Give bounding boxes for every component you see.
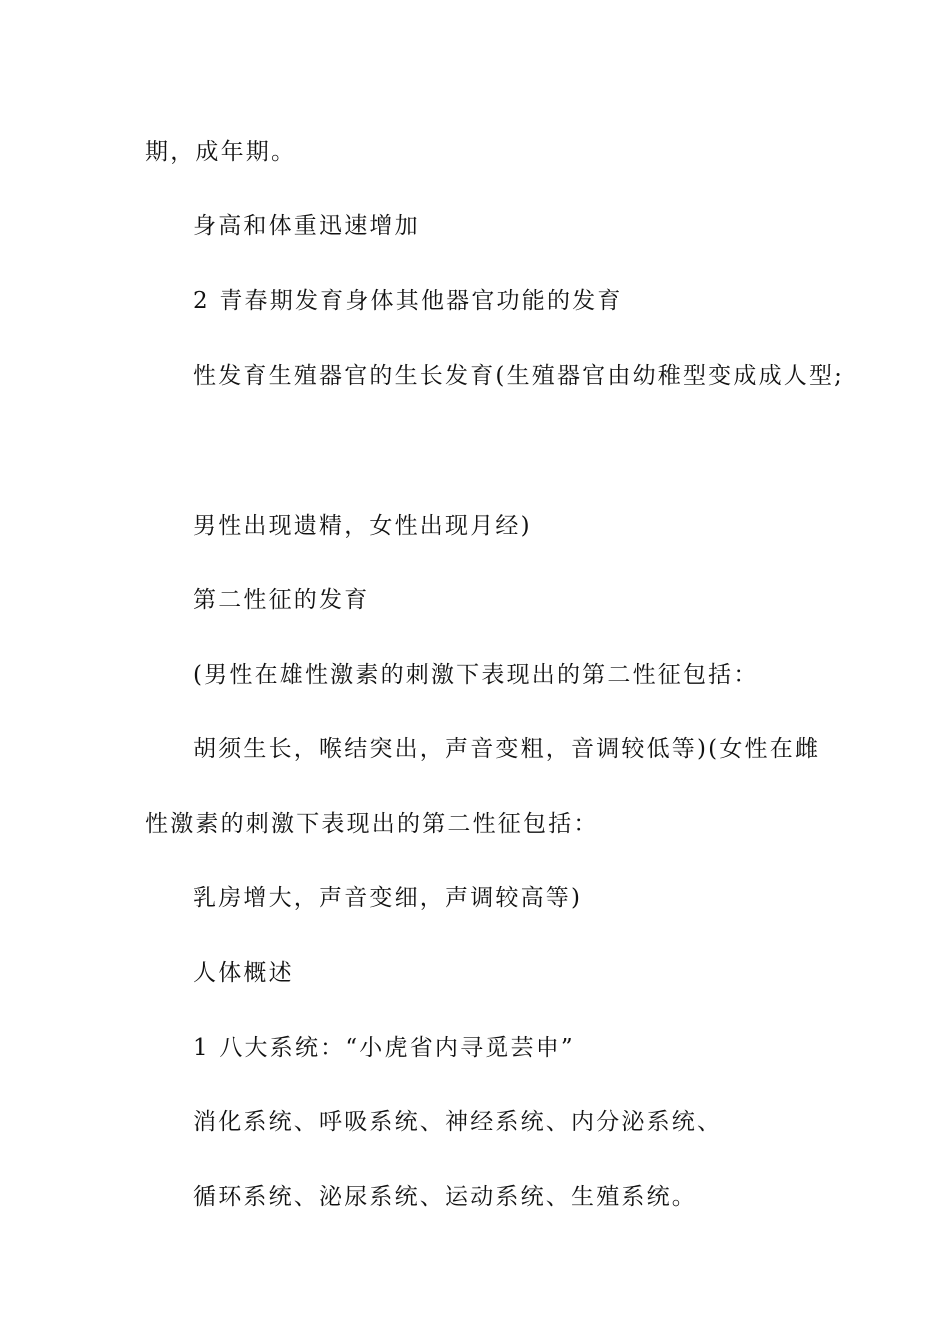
text-line-5: 男性出现遗精，女性出现月经) — [193, 513, 532, 539]
text-line-4: 性发育生殖器官的生长发育(生殖器官由幼稚型变成成人型; — [193, 363, 845, 389]
text-line-9: 性激素的刺激下表现出的第二性征包括： — [145, 811, 599, 837]
text-line-6: 第二性征的发育 — [193, 587, 370, 613]
text-line-12: 1 八大系统：“小虎省内寻觅芸申” — [193, 1035, 575, 1061]
text-line-8: 胡须生长，喉结突出，声音变粗，音调较低等)(女性在雌 — [193, 736, 821, 762]
text-line-13: 消化系统、呼吸系统、神经系统、内分泌系统、 — [193, 1109, 723, 1135]
text-line-3: 2 青春期发育身体其他器官功能的发育 — [193, 288, 623, 314]
text-line-1: 期，成年期。 — [145, 139, 297, 165]
text-line-2: 身高和体重迅速增加 — [193, 213, 420, 239]
text-line-10: 乳房增大，声音变细，声调较高等) — [193, 885, 583, 911]
text-line-14: 循环系统、泌尿系统、运动系统、生殖系统。 — [193, 1184, 697, 1210]
text-line-7: (男性在雄性激素的刺激下表现出的第二性征包括： — [193, 662, 759, 688]
text-line-11: 人体概述 — [193, 960, 294, 986]
